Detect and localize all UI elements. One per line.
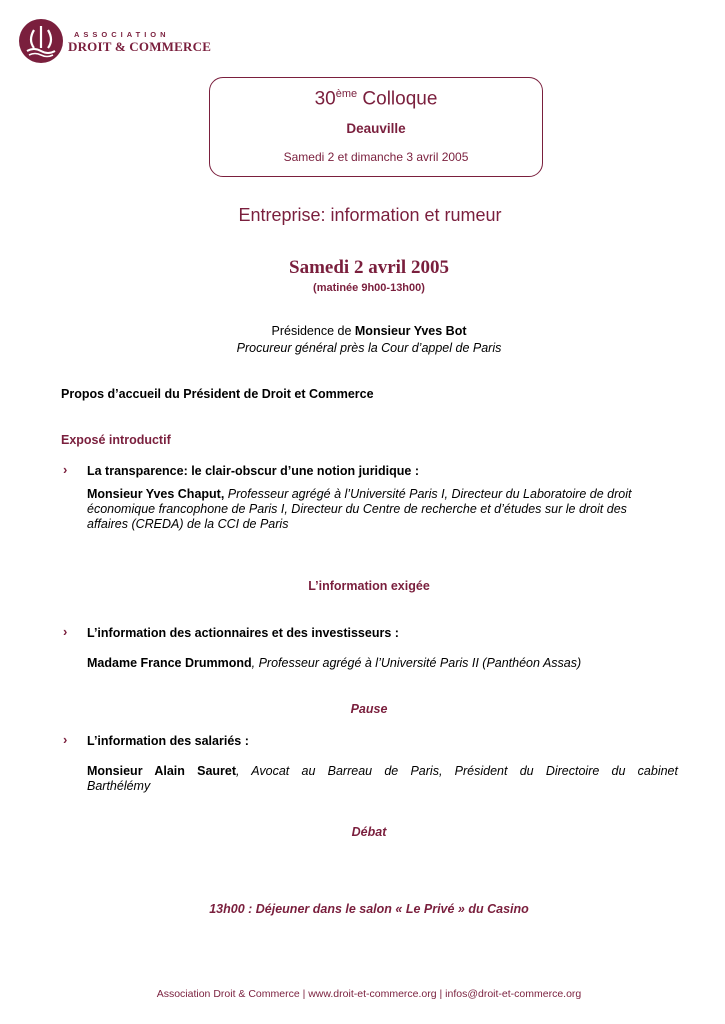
logo: [18, 16, 218, 68]
day-title: Samedi 2 avril 2005: [289, 257, 449, 278]
intro-line-2: économique francophone de Paris I, Directeur du Centre de recherche et d’études sur le droit des: [87, 502, 627, 516]
colloque-city: Deauville: [346, 121, 406, 136]
presidence-line: [0, 324, 725, 338]
section1-speaker-line: [87, 656, 581, 670]
colloque-superscript: ème: [335, 88, 358, 100]
section-heading-information-exigee: L’information exigée: [308, 579, 430, 593]
section2-speaker-block: [87, 764, 678, 779]
section2-line-2: Barthélémy: [87, 779, 151, 793]
logo-association-text: ASSOCIATION: [74, 30, 170, 39]
association-emblem-icon: [18, 18, 64, 64]
colloque-title: [209, 88, 543, 110]
intro-speaker-block: [87, 487, 678, 502]
section2-line-1: , Avocat au Barreau de Paris, Président du Directoire du cabinet: [236, 764, 678, 778]
chevron-right-icon: ›: [63, 462, 68, 477]
welcome-line: Propos d’accueil du Président de Droit et Commerce: [61, 387, 374, 401]
lunch-line: 13h00 : Déjeuner dans le salon « Le Privé » du Casino: [209, 902, 529, 916]
logo-name-text: DROIT & COMMERCE: [68, 39, 212, 54]
colloque-number: 30: [314, 88, 336, 110]
intro-line-3: affaires (CREDA) de la CCI de Paris: [87, 517, 289, 531]
section1-speaker: Madame France Drummond: [87, 656, 252, 670]
section1-topic: L’information des actionnaires et des investisseurs :: [87, 626, 399, 640]
section1-desc: , Professeur agrégé à l’Université Paris II (Panthéon Assas): [251, 656, 582, 670]
presidence-role: Procureur général près la Cour d’appel de Paris: [236, 341, 502, 355]
pause-label: Pause: [350, 702, 388, 716]
chevron-right-icon: ›: [63, 732, 68, 747]
theme-title: Entreprise: information et rumeur: [238, 205, 502, 225]
presidence-name: Monsieur Yves Bot: [354, 324, 467, 338]
presidence-prefix: Présidence de: [271, 324, 355, 338]
colloque-label: Colloque: [362, 88, 438, 110]
section2-speaker: Monsieur Alain Sauret: [87, 764, 237, 778]
chevron-right-icon: ›: [63, 624, 68, 639]
intro-topic: La transparence: le clair-obscur d’une notion juridique :: [87, 464, 419, 478]
footer: Association Droit & Commerce | www.droit-et-commerce.org | infos@droit-et-commerce.org: [156, 988, 582, 1000]
section2-topic: L’information des salariés :: [87, 734, 249, 748]
debat-label: Débat: [351, 825, 387, 839]
day-session: (matinée 9h00-13h00): [313, 282, 425, 294]
colloque-dates: Samedi 2 et dimanche 3 avril 2005: [283, 150, 469, 164]
intro-speaker: Monsieur Yves Chaput,: [87, 487, 225, 501]
intro-heading: Exposé introductif: [61, 433, 171, 447]
intro-line-1: Professeur agrégé à l’Université Paris I, Directeur du Laboratoire de droit: [227, 487, 632, 501]
